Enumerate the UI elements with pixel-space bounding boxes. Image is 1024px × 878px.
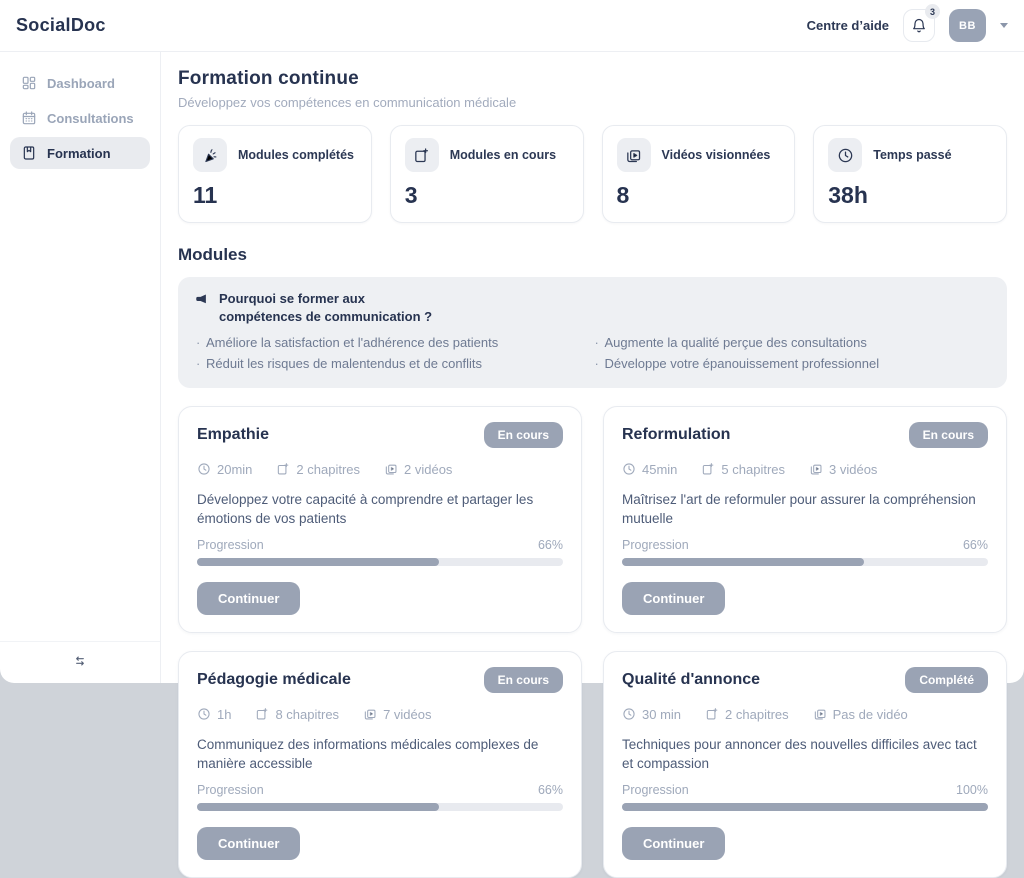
info-box-title: Pourquoi se former aux compétences de communication ?: [219, 291, 433, 325]
stat-card-modules-en-cours: [390, 125, 584, 223]
stat-value: 8: [616, 182, 630, 208]
continue-button[interactable]: Continuer: [197, 582, 300, 615]
book-plus-icon: [705, 707, 719, 721]
module-duration: 20min: [217, 461, 253, 477]
module-videos: 2 vidéos: [404, 461, 453, 477]
module-title: Qualité d'annonce: [622, 670, 761, 688]
clock-icon: [197, 462, 211, 476]
module-card-pedagogie-medicale: [178, 651, 582, 878]
module-duration: 30 min: [642, 706, 682, 722]
info-bullet: · Augmente la qualité perçue des consultations: [593, 333, 992, 353]
status-badge: En cours: [484, 422, 563, 448]
stat-card-modules-completes: [178, 125, 372, 223]
info-bullet: · Améliore la satisfaction et l'adhérence des patients: [194, 333, 593, 353]
module-title: Reformulation: [622, 425, 731, 443]
modules-grid: [178, 406, 1007, 878]
progress-label: Progression: [197, 782, 264, 797]
video-stack-icon: [384, 462, 398, 476]
clock-icon: [622, 462, 636, 476]
party-popper-icon: [193, 138, 227, 172]
info-bullet: · Réduit les risques de malentendus et de conflits: [194, 354, 593, 374]
status-badge: Complété: [905, 667, 988, 693]
info-box: [178, 277, 1007, 388]
book-plus-icon: [701, 462, 715, 476]
module-chapters: 5 chapitres: [721, 461, 786, 477]
megaphone-icon: [194, 292, 209, 307]
progress-percent: 66%: [537, 537, 563, 552]
stat-value: 3: [404, 182, 418, 208]
book-plus-icon: [255, 707, 269, 721]
sidebar-footer: [0, 641, 160, 683]
progress-bar-fill: [197, 803, 439, 811]
module-description: Maîtrisez l'art de reformuler pour assurer la compréhension mutuelle: [622, 491, 976, 527]
progress-percent: 66%: [962, 537, 988, 552]
module-description: Développez votre capacité à comprendre et partager les émotions de vos patients: [197, 491, 534, 527]
stat-value: 38h: [828, 182, 868, 208]
sidebar-item-label: Consultations: [47, 110, 134, 126]
module-card-reformulation: [603, 406, 1007, 633]
stat-value: 11: [193, 182, 218, 208]
progress-label: Progression: [197, 537, 264, 552]
page-subtitle: Développez vos compétences en communication médicale: [178, 95, 517, 110]
clock-icon: [197, 707, 211, 721]
module-duration: 1h: [217, 706, 232, 722]
stat-label: Temps passé: [873, 148, 952, 162]
module-duration: 45min: [642, 461, 678, 477]
book-plus-icon: [276, 462, 290, 476]
info-bullet: · Développe votre épanouissement professionnel: [593, 354, 992, 374]
top-bar: [0, 0, 1024, 52]
help-center-link[interactable]: Centre d’aide: [806, 18, 889, 33]
module-videos: 7 vidéos: [383, 706, 432, 722]
progress-label: Progression: [622, 782, 689, 797]
progress-bar: [622, 803, 988, 811]
progress-percent: 66%: [537, 782, 563, 797]
dashboard-icon: [21, 75, 37, 91]
module-card-empathie: [178, 406, 582, 633]
sidebar: [0, 52, 161, 683]
calendar-icon: [21, 110, 37, 126]
module-chapters: 2 chapitres: [296, 461, 361, 477]
stat-card-temps-passe: [813, 125, 1007, 223]
status-badge: En cours: [484, 667, 563, 693]
page-title: Formation continue: [178, 68, 359, 89]
status-badge: En cours: [909, 422, 988, 448]
main-content: [161, 52, 1024, 851]
progress-bar: [197, 558, 563, 566]
module-card-qualite-d-annonce: [603, 651, 1007, 878]
notifications-button[interactable]: [903, 6, 935, 42]
bell-icon: [911, 18, 927, 34]
module-description: Techniques pour annoncer des nouvelles difficiles avec tact et compassion: [622, 736, 977, 772]
stat-card-videos-visionnees: [602, 125, 796, 223]
header-actions: [806, 6, 1008, 42]
swap-arrows-icon: [72, 653, 88, 669]
module-videos: 3 vidéos: [829, 461, 878, 477]
sidebar-item-dashboard[interactable]: [10, 67, 150, 99]
chevron-down-icon[interactable]: [1000, 23, 1008, 28]
continue-button[interactable]: Continuer: [622, 827, 725, 860]
clock-icon: [828, 138, 862, 172]
journal-bookmark-icon: [21, 145, 37, 161]
stats-row: [178, 125, 1007, 223]
progress-bar: [197, 803, 563, 811]
module-title: Empathie: [197, 425, 270, 443]
continue-button[interactable]: Continuer: [622, 582, 725, 615]
video-stack-icon: [363, 707, 377, 721]
module-videos: Pas de vidéo: [832, 706, 908, 722]
sidebar-item-label: Dashboard: [47, 75, 115, 91]
video-stack-icon: [617, 138, 651, 172]
stat-label: Vidéos visionnées: [661, 148, 771, 162]
continue-button[interactable]: Continuer: [197, 827, 300, 860]
progress-bar-fill: [622, 803, 988, 811]
book-plus-icon: [405, 138, 439, 172]
video-stack-icon: [813, 707, 827, 721]
app-logo: SocialDoc: [16, 15, 106, 35]
progress-percent: 100%: [956, 782, 988, 797]
avatar[interactable]: BB: [949, 9, 986, 42]
sidebar-item-formation[interactable]: [10, 137, 150, 169]
module-chapters: 2 chapitres: [725, 706, 789, 722]
progress-label: Progression: [622, 537, 689, 552]
clock-icon: [622, 707, 636, 721]
progress-bar-fill: [622, 558, 864, 566]
stat-label: Modules complétés: [238, 148, 354, 162]
sidebar-item-consultations[interactable]: [10, 102, 150, 134]
notification-count-badge: 3: [925, 4, 940, 19]
progress-bar-fill: [197, 558, 439, 566]
modules-heading: Modules: [178, 245, 247, 264]
info-box-bullets: [194, 333, 991, 373]
progress-bar: [622, 558, 988, 566]
module-description: Communiquez des informations médicales complexes de manière accessible: [197, 736, 539, 772]
module-chapters: 8 chapitres: [275, 706, 340, 722]
stat-label: Modules en cours: [449, 148, 557, 162]
sidebar-item-label: Formation: [47, 145, 111, 161]
video-stack-icon: [809, 462, 823, 476]
sidebar-collapse-button[interactable]: [72, 653, 88, 672]
module-title: Pédagogie médicale: [197, 670, 351, 688]
